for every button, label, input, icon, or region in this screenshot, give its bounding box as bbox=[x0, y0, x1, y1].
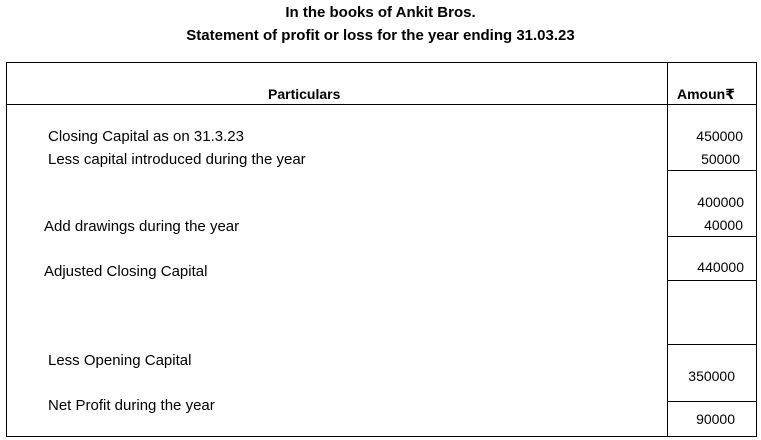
row-add-drawings-label: Add drawings during the year bbox=[44, 218, 240, 235]
row-add-drawings-amount: 40000 bbox=[704, 217, 743, 233]
row-net-profit-amount: 90000 bbox=[696, 411, 735, 427]
row-opening-capital-label: Less Opening Capital bbox=[48, 352, 192, 369]
row-closing-capital-amount: 450000 bbox=[696, 128, 743, 144]
profit-loss-statement-table bbox=[6, 62, 757, 437]
row-capital-introduced-label: Less capital introduced during the year bbox=[48, 151, 306, 168]
subtotal-line bbox=[667, 401, 756, 402]
statement-subtitle: Statement of profit or loss for the year ending 31.03.23 bbox=[186, 27, 575, 44]
row-adjusted-closing-capital-amount: 440000 bbox=[697, 259, 744, 275]
particulars-header: Particulars bbox=[268, 86, 341, 102]
document-title: In the books of Ankit Bros. bbox=[285, 4, 476, 21]
row-capital-introduced-amount: 50000 bbox=[701, 151, 740, 167]
header-divider bbox=[7, 104, 756, 105]
subtotal-line bbox=[667, 344, 756, 345]
amount-header: Amoun₹ bbox=[677, 86, 735, 102]
subtotal-line bbox=[667, 236, 756, 237]
row-net-profit-label: Net Profit during the year bbox=[48, 397, 215, 414]
row-subtotal-amount: 400000 bbox=[697, 194, 744, 210]
subtotal-line bbox=[667, 170, 756, 171]
row-closing-capital-label: Closing Capital as on 31.3.23 bbox=[48, 128, 244, 145]
row-opening-capital-amount: 350000 bbox=[688, 368, 735, 384]
subtotal-line bbox=[667, 280, 756, 281]
row-adjusted-closing-capital-label: Adjusted Closing Capital bbox=[44, 263, 208, 280]
